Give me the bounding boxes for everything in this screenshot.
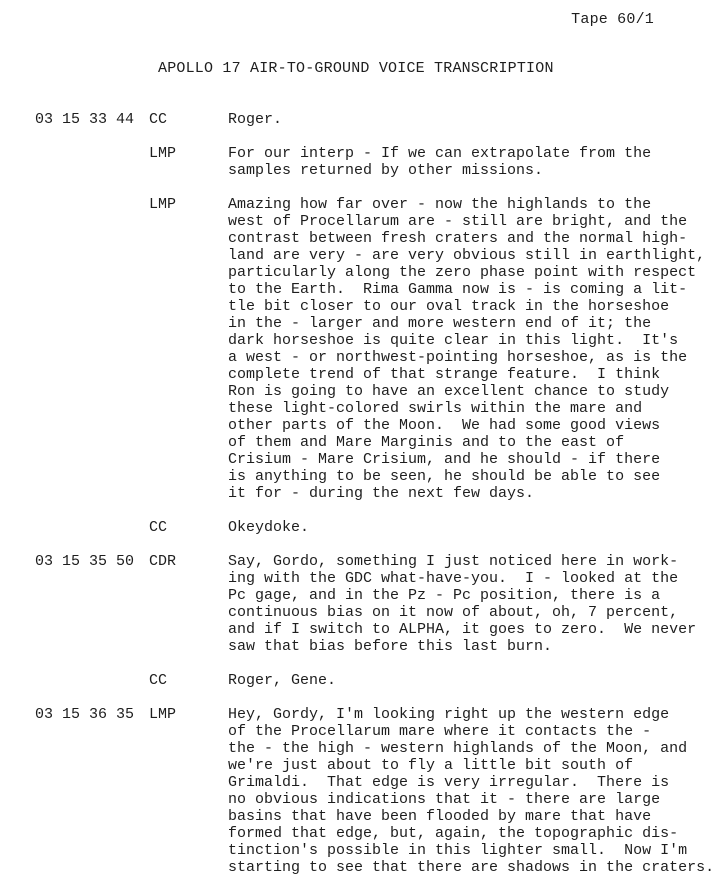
transcript-entry <box>0 145 720 179</box>
entry-text: Roger. <box>228 111 283 128</box>
tape-reference: Tape 60/1 <box>571 11 654 28</box>
entry-text: Amazing how far over - now the highlands to the west of Procellarum are - still are bright, and the contrast between fresh craters and the normal high- land are very - are very obvious still in earthlight, particularly along the zero phase point with respect to the Earth. Rima Gamma now is - is coming a lit- tle bit closer to our oval track in the horseshoe in the - larger and more western end of it; the dark horseshoe is quite clear in this light. It's a west - or northwest-pointing horseshoe, as is the complete trend of that strange feature. I think Ron is going to have an excellent chance to study these light-colored swirls within the mare and other parts of the Moon. We had some good views of them and Mare Marginis and to the east of Crisium - Mare Crisium, and he should - if there is anything to be seen, he should be able to see it for - during the next few days. <box>228 196 706 502</box>
transcript-entry <box>0 111 720 128</box>
transcript-entry <box>0 672 720 689</box>
entry-speaker: CC <box>149 111 168 128</box>
entry-text: Say, Gordo, something I just noticed here in work- ing with the GDC what-have-you. I - looked at the Pc gage, and in the Pz - Pc position, there is a continuous bias on it now of about, oh, 7 percent, and if I switch to ALPHA, it goes to zero. We never saw that bias before this last burn. <box>228 553 697 655</box>
transcript-entry <box>0 196 720 502</box>
entry-speaker: CC <box>149 519 168 536</box>
entry-timestamp: 03 15 33 44 <box>35 111 135 128</box>
transcript-entries <box>0 111 720 893</box>
entry-text: Okeydoke. <box>228 519 310 536</box>
page-title: APOLLO 17 AIR-TO-GROUND VOICE TRANSCRIPTION <box>158 60 554 77</box>
entry-speaker: LMP <box>149 706 177 723</box>
entry-speaker: LMP <box>149 145 177 162</box>
transcript-entry <box>0 553 720 655</box>
transcript-entry <box>0 706 720 876</box>
entry-timestamp: 03 15 35 50 <box>35 553 135 570</box>
entry-timestamp: 03 15 36 35 <box>35 706 135 723</box>
entry-text: For our interp - If we can extrapolate from the samples returned by other missions. <box>228 145 652 179</box>
entry-speaker: LMP <box>149 196 177 213</box>
entry-speaker: CDR <box>149 553 177 570</box>
entry-text: Roger, Gene. <box>228 672 337 689</box>
transcript-entry <box>0 519 720 536</box>
entry-speaker: CC <box>149 672 168 689</box>
entry-text: Hey, Gordy, I'm looking right up the western edge of the Procellarum mare where it contacts the - the - the high - western highlands of the Moon, and we're just about to fly a little bit south of Grimaldi. That edge is very irregular. There is no obvious indications that it - there are large basins that have been flooded by mare that have formed that edge, but, again, the topographic dis- tinction's possible in this lighter small. Now I'm starting to see that there are shadows in the craters. <box>228 706 715 876</box>
